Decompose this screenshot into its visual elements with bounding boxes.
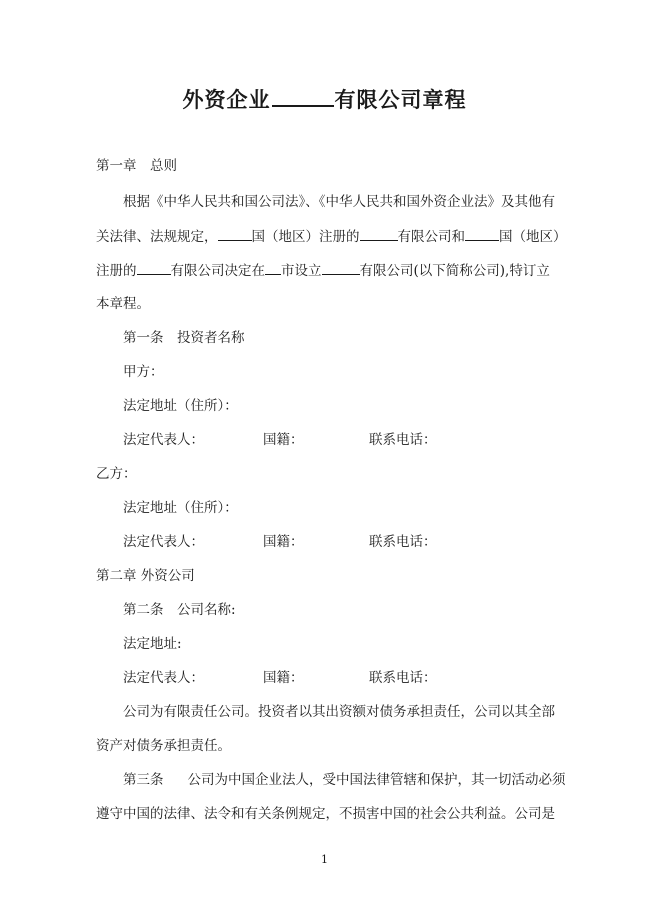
liability-line-2: 资产对债务承担责任。 bbox=[96, 738, 231, 754]
title-suffix: 有限公司章程 bbox=[334, 88, 467, 112]
document-title bbox=[0, 84, 649, 114]
party-b-phone: 联系电话： bbox=[369, 534, 437, 550]
company-phone: 联系电话： bbox=[369, 670, 437, 686]
party-a-phone: 联系电话： bbox=[369, 432, 437, 448]
party-b-nationality: 国籍： bbox=[263, 534, 304, 550]
liability-line-1: 公司为有限责任公司。投资者以其出资额对债务承担责任，公司以其全部 bbox=[123, 704, 555, 720]
party-b-label: 乙方： bbox=[96, 466, 137, 482]
party-a-legal-address: 法定地址（住所）： bbox=[123, 398, 238, 414]
article3-heading: 第三条 bbox=[123, 772, 164, 788]
company-legal-address: 法定地址: bbox=[123, 636, 182, 652]
blank-underline bbox=[360, 228, 398, 241]
blank-underline bbox=[465, 228, 499, 241]
article1-heading: 第一条 投资者名称 bbox=[123, 330, 245, 346]
company-legal-rep: 法定代表人： bbox=[123, 670, 204, 686]
blank-underline bbox=[265, 262, 281, 275]
chapter2-heading: 第二章 外资公司 bbox=[96, 568, 195, 584]
company-nationality: 国籍： bbox=[263, 670, 304, 686]
title-prefix: 外资企业 bbox=[182, 88, 271, 112]
article3-line-1: 第三条 公司为中国企业法人，受中国法律管辖和保护，其一切活动必须 bbox=[123, 772, 566, 788]
party-a-nationality: 国籍： bbox=[263, 432, 304, 448]
article3-line-2: 遵守中国的法律、法令和有关条例规定，不损害中国的社会公共利益。公司是 bbox=[96, 806, 555, 822]
party-b-legal-address: 法定地址（住所）： bbox=[123, 500, 238, 516]
blank-underline bbox=[218, 228, 252, 241]
intro-line-3: 注册的 有限公司决定在 市设立 有限公司(以下简称公司),特订立 bbox=[96, 263, 550, 279]
party-a-legal-rep: 法定代表人： bbox=[123, 432, 204, 448]
blank-underline bbox=[137, 262, 171, 275]
chapter1-heading: 第一章 总则 bbox=[96, 158, 177, 174]
title-blank-underline bbox=[272, 87, 334, 107]
page-number: 1 bbox=[321, 853, 328, 866]
intro-line-4: 本章程。 bbox=[96, 296, 150, 312]
party-b-legal-rep: 法定代表人： bbox=[123, 534, 204, 550]
article2-heading: 第二条 公司名称: bbox=[123, 602, 236, 618]
party-a-label: 甲方： bbox=[123, 364, 164, 380]
blank-underline bbox=[322, 262, 360, 275]
intro-line-1: 根据《中华人民共和国公司法》、《中华人民共和国外资企业法》及其他有 bbox=[123, 194, 555, 210]
intro-line-2: 关法律、法规规定， 国（地区）注册的 有限公司和 国（地区） bbox=[96, 229, 567, 245]
